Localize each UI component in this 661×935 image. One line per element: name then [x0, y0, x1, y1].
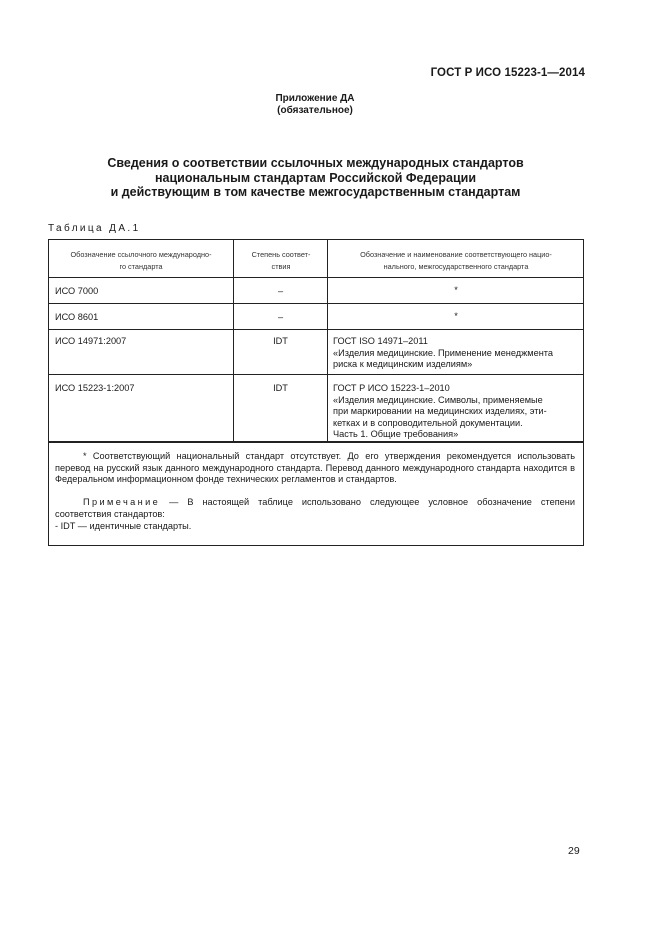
document-title: [48, 156, 583, 200]
cell-reference: ИСО 8601: [55, 312, 99, 322]
table-footnote: * Соответствующий национальный стандарт отсутствует. До его утверждения рекомендуется использовать перевод на русский язык данного международного стандарта. Перевод данного международного стандарта находится в Федеральном информационном фонде технических регламентов и стандартов.: [55, 451, 575, 485]
page-number: 29: [568, 845, 580, 857]
table-note: [55, 497, 575, 520]
note-label: Примечание: [83, 497, 161, 507]
cell-degree: IDT: [273, 383, 288, 393]
table-caption: Таблица ДА.1: [48, 223, 141, 234]
cell-degree: IDT: [273, 336, 288, 346]
title-line: Сведения о соответствии ссылочных международных стандартов: [107, 156, 524, 170]
row-divider: [49, 303, 583, 304]
correspondence-table: [48, 239, 584, 546]
cell-reference: ИСО 15223-1:2007: [55, 383, 135, 393]
header-reference-standard: Обозначение ссылочного международно- го стандарта: [70, 250, 212, 271]
title-line: и действующим в том качестве межгосударственным стандартам: [110, 185, 521, 199]
annex-heading: [0, 93, 630, 117]
header-degree: Степень соответ- ствия: [251, 250, 311, 271]
title-line: национальным стандартам Российской Федерации: [154, 170, 477, 185]
header-divider: [49, 277, 583, 278]
cell-national: ГОСТ Р ИСО 15223-1–2010 «Изделия медицинские. Символы, применяемые при маркировании на медицинских изделиях, эти- кетках и в сопроводительной документации. Часть 1. Общие требования»: [333, 383, 547, 440]
cell-degree: –: [277, 286, 284, 296]
note-item: - IDT — идентичные стандарты.: [55, 521, 192, 531]
row-divider: [49, 374, 583, 375]
header-national-standard: Обозначение и наименование соответствующего нацио- нального, межгосударственного стандарта: [360, 250, 552, 271]
cell-national: *: [454, 311, 458, 321]
cell-national: *: [454, 285, 458, 295]
annex-title: Приложение ДА: [275, 93, 355, 104]
annex-subtitle: (обязательное): [277, 105, 353, 116]
note-text: — В настоящей таблице использовано следующее условное обозначение степени соответствия стандартов:: [55, 497, 575, 519]
cell-reference: ИСО 7000: [55, 286, 99, 296]
column-divider: [327, 240, 328, 441]
standard-code: ГОСТ Р ИСО 15223-1—2014: [430, 67, 585, 79]
footnote-divider: [49, 441, 583, 443]
cell-degree: –: [277, 312, 284, 322]
cell-national: ГОСТ ISO 14971–2011 «Изделия медицинские. Применение менеджмента риска к медицинским изделиям»: [333, 336, 554, 370]
cell-reference: ИСО 14971:2007: [55, 336, 127, 346]
row-divider: [49, 329, 583, 330]
